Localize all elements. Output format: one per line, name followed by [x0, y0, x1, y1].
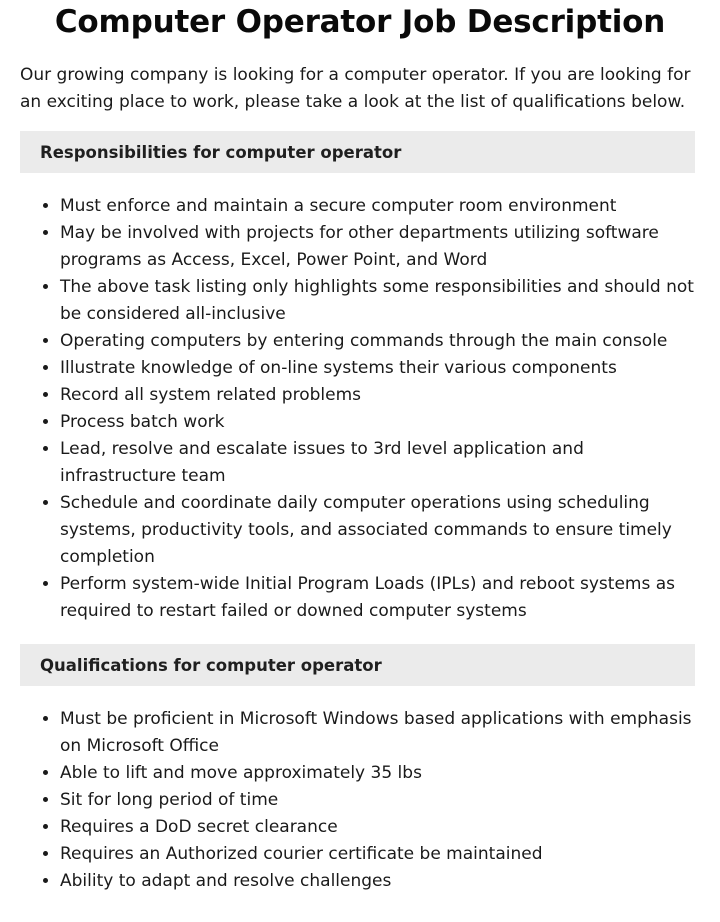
list-item: • Operating computers by entering commands through the main console [60, 328, 700, 355]
list-item: • Must be proficient in Microsoft Windows based applications with emphasis on Microsoft Office [60, 706, 700, 760]
list-item: • Process batch work [60, 409, 700, 436]
qualifications-header: Qualifications for computer operator [20, 644, 695, 686]
list-item: • Able to lift and move approximately 35 lbs [60, 760, 700, 787]
list-item: • Requires an Authorized courier certificate be maintained [60, 841, 700, 868]
list-item: • May be involved with projects for other departments utilizing software programs as Access, Excel, Power Point, and Word [60, 220, 700, 274]
responsibilities-header: Responsibilities for computer operator [20, 131, 695, 173]
list-item: • Sit for long period of time [60, 787, 700, 814]
page-title: Computer Operator Job Description [54, 4, 666, 40]
list-item: • Perform system-wide Initial Program Loads (IPLs) and reboot systems as required to restart failed or downed computer systems [60, 571, 700, 625]
list-item: • Ability to adapt and resolve challenges [60, 868, 700, 895]
intro-paragraph: Our growing company is looking for a computer operator. If you are looking for an exciting place to work, please take a look at the list of qualifications below. [20, 65, 691, 112]
list-item: • Schedule and coordinate daily computer operations using scheduling systems, productivity tools, and associated commands to ensure timely completion [60, 490, 700, 571]
list-item: • Must enforce and maintain a secure computer room environment [60, 193, 700, 220]
list-item: • Requires a DoD secret clearance [60, 814, 700, 841]
responsibilities-list [20, 193, 700, 625]
list-item: • Record all system related problems [60, 382, 700, 409]
qualifications-list [20, 706, 700, 895]
list-item: • The above task listing only highlights some responsibilities and should not be considered all-inclusive [60, 274, 700, 328]
list-item: • Illustrate knowledge of on-line systems their various components [60, 355, 700, 382]
list-item: • Lead, resolve and escalate issues to 3rd level application and infrastructure team [60, 436, 700, 490]
